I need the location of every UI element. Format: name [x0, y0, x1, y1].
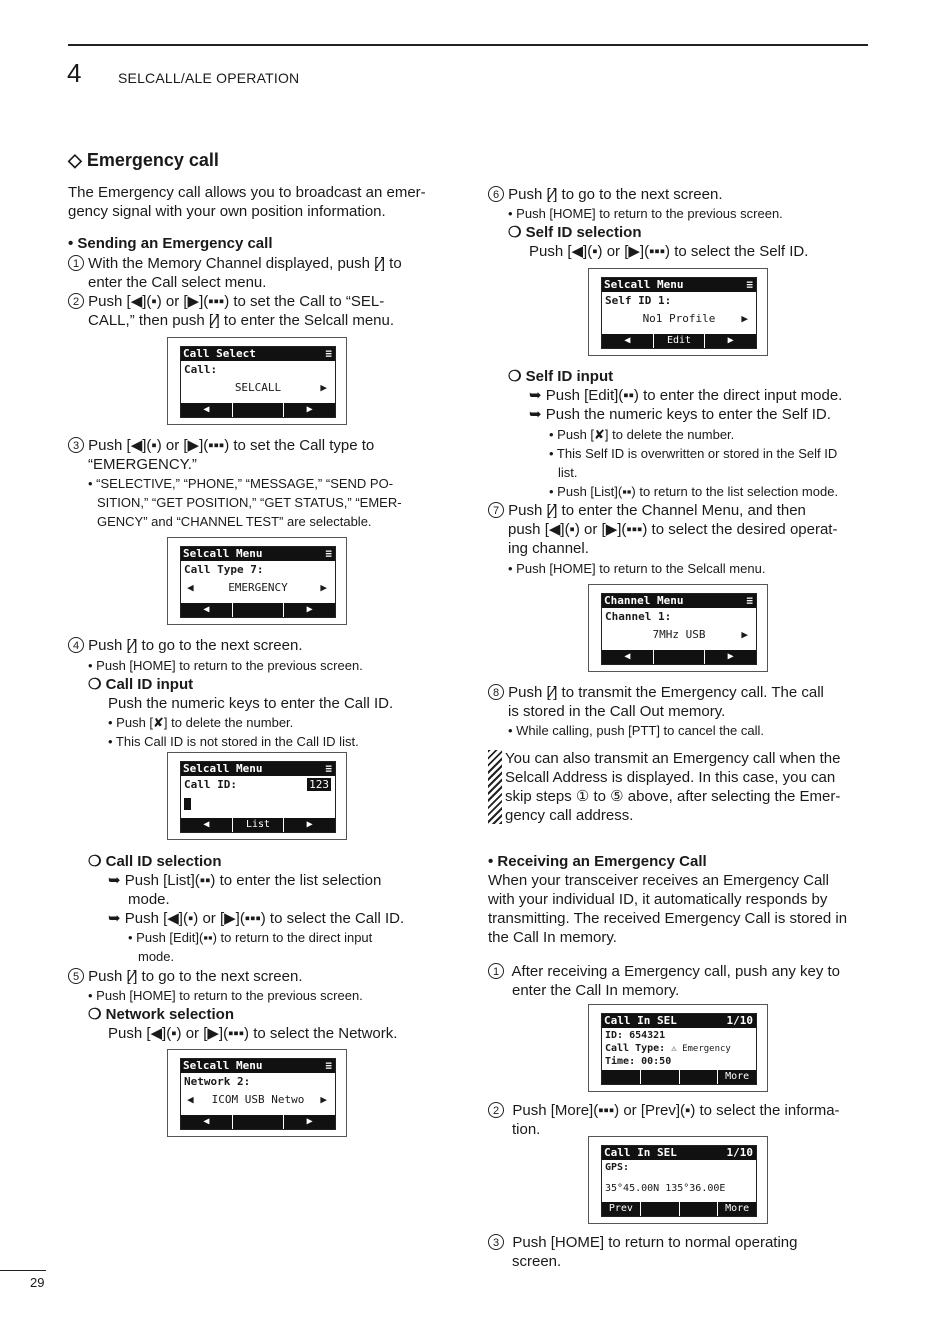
intro-line-2: gency signal with your own position information.	[68, 203, 386, 220]
note-line-1: You can also transmit an Emergency call when the	[505, 750, 841, 767]
selfid-input-5: • Push [List](▪▪) to return to the list selection mode.	[549, 484, 839, 499]
note-line-2: Selcall Address is displayed. In this case, you can	[505, 769, 836, 786]
step-6-note: • Push [HOME] to return to the previous screen.	[508, 206, 783, 221]
lcd-call-id: Selcall Menu ≡ Call ID: 123 ◀ List ▶	[167, 752, 347, 840]
step-1-cont: enter the Call select menu.	[88, 274, 267, 291]
lcd-network: Selcall Menu ≡ Network 2: ◀ ICOM USB Netwo ▶ ◀ ▶	[167, 1049, 347, 1137]
lcd-call-in-1: Call In SEL 1/10 ID: 654321 Call Type: ⚠ Emergency Time: 00:50 More	[588, 1004, 768, 1092]
step-4: 4 Push [⁄] to go to the next screen.	[68, 636, 303, 655]
recv-step-2-cont: tion.	[512, 1121, 541, 1138]
receive-line-1: When your transceiver receives an Emergency Call	[488, 872, 829, 889]
step-1: 1 With the Memory Channel displayed, push [⁄] to	[68, 254, 402, 273]
lcd-call-type: Selcall Menu ≡ Call Type 7: ◀ EMERGENCY ▶ ◀ ▶	[167, 537, 347, 625]
step-7: 7 Push [⁄] to enter the Channel Menu, and then	[488, 501, 806, 520]
selfid-input-1: ➥ Push [Edit](▪▪) to enter the direct input mode.	[529, 387, 843, 404]
selfid-input-3: • Push [✘] to delete the number.	[549, 427, 735, 442]
chapter-title: SELCALL/ALE OPERATION	[118, 70, 300, 86]
recv-step-3: 3 Push [HOME] to return to normal operating	[488, 1233, 797, 1252]
recv-step-1-cont: enter the Call In memory.	[512, 982, 680, 999]
page-number: 29	[30, 1275, 45, 1290]
note-line-3: skip steps ① to ⑤ above, after selecting the Emer-	[505, 788, 841, 805]
lcd-self-id: Selcall Menu ≡ Self ID 1: No1 Profile ▶ ◀ Edit ▶	[588, 268, 768, 356]
receive-line-2: with your individual ID, it automatically responds by	[488, 891, 828, 908]
step-8-note: • While calling, push [PTT] to cancel the call.	[508, 723, 764, 738]
selfid-selection-1: Push [◀](▪) or [▶](▪▪▪) to select the Self ID.	[529, 243, 809, 260]
network-1: Push [◀](▪) or [▶](▪▪▪) to select the Network.	[108, 1025, 398, 1042]
lcd-channel: Channel Menu ≡ Channel 1: 7MHz USB ▶ ◀ ▶	[588, 584, 768, 672]
note-line-4: gency call address.	[505, 807, 634, 824]
selfid-input-4: • This Self ID is overwritten or stored in the Self ID	[549, 446, 838, 461]
step-3-note-1: • “SELECTIVE,” “PHONE,” “MESSAGE,” “SEND PO-	[88, 476, 394, 491]
callid-selection-2: ➥ Push [◀](▪) or [▶](▪▪▪) to select the Call ID.	[108, 910, 405, 927]
step-6: 6 Push [⁄] to go to the next screen.	[488, 185, 723, 204]
step-8-cont: is stored in the Call Out memory.	[508, 703, 726, 720]
selfid-input-title: ❍ Self ID input	[508, 368, 614, 385]
subheading-sending: • Sending an Emergency call	[68, 235, 273, 252]
recv-step-3-cont: screen.	[512, 1253, 562, 1270]
receive-line-3: transmitting. The received Emergency Call is stored in	[488, 910, 848, 927]
chapter-number: 4	[67, 58, 82, 88]
recv-step-1: 1 After receiving a Emergency call, push any key to	[488, 962, 840, 981]
step-7-cont: push [◀](▪) or [▶](▪▪▪) to select the desired operat-	[508, 521, 838, 538]
lcd-call-in-2: Call In SEL 1/10 GPS: 35°45.00N 135°36.00E Prev More	[588, 1136, 768, 1224]
step-7-note: • Push [HOME] to return to the Selcall menu.	[508, 561, 766, 576]
callid-selection-3b: mode.	[138, 949, 175, 964]
step-2: 2 Push [◀](▪) or [▶](▪▪▪) to set the Call to “SEL-	[68, 292, 384, 311]
step-4-note: • Push [HOME] to return to the previous screen.	[88, 658, 363, 673]
note-hatch	[488, 750, 502, 824]
callid-input-3: • This Call ID is not stored in the Call ID list.	[108, 734, 359, 749]
step-7-cont2: ing channel.	[508, 540, 589, 557]
receive-line-4: the Call In memory.	[488, 929, 617, 946]
selfid-input-4b: list.	[558, 465, 578, 480]
callid-input-1: Push the numeric keys to enter the Call ID.	[108, 695, 394, 712]
header-rule	[68, 44, 868, 46]
step-3-note-3: GENCY” and “CHANNEL TEST” are selectable.	[97, 514, 372, 529]
step-3-note-2: SITION,” “GET POSITION,” “GET STATUS,” “EMER-	[97, 495, 402, 510]
callid-selection-1b: mode.	[128, 891, 170, 908]
callid-selection-1: ➥ Push [List](▪▪) to enter the list selection	[108, 872, 382, 889]
network-title: ❍ Network selection	[88, 1006, 234, 1023]
section-title: ◇ Emergency call	[68, 150, 219, 170]
footer-rule	[0, 1270, 46, 1271]
lcd-call-select: Call Select ≡ Call: SELCALL ▶ ◀ ▶	[167, 337, 347, 425]
recv-step-2: 2 Push [More](▪▪▪) or [Prev](▪) to select the informa-	[488, 1101, 840, 1120]
selfid-input-2: ➥ Push the numeric keys to enter the Self ID.	[529, 406, 831, 423]
intro-line-1: The Emergency call allows you to broadcast an emer-	[68, 184, 426, 201]
callid-input-2: • Push [✘] to delete the number.	[108, 715, 294, 730]
callid-selection-title: ❍ Call ID selection	[88, 853, 222, 870]
step-2-cont: CALL,” then push [⁄] to enter the Selcall menu.	[88, 312, 395, 329]
step-3-cont: “EMERGENCY.”	[88, 456, 197, 473]
step-5-note: • Push [HOME] to return to the previous screen.	[88, 988, 363, 1003]
step-3: 3 Push [◀](▪) or [▶](▪▪▪) to set the Call type to	[68, 436, 374, 455]
step-8: 8 Push [⁄] to transmit the Emergency call. The call	[488, 683, 824, 702]
callid-selection-3: • Push [Edit](▪▪) to return to the direct input	[128, 930, 373, 945]
subheading-receiving: • Receiving an Emergency Call	[488, 853, 707, 870]
selfid-selection-title: ❍ Self ID selection	[508, 224, 642, 241]
step-5: 5 Push [⁄] to go to the next screen.	[68, 967, 303, 986]
callid-input-title: ❍ Call ID input	[88, 676, 194, 693]
